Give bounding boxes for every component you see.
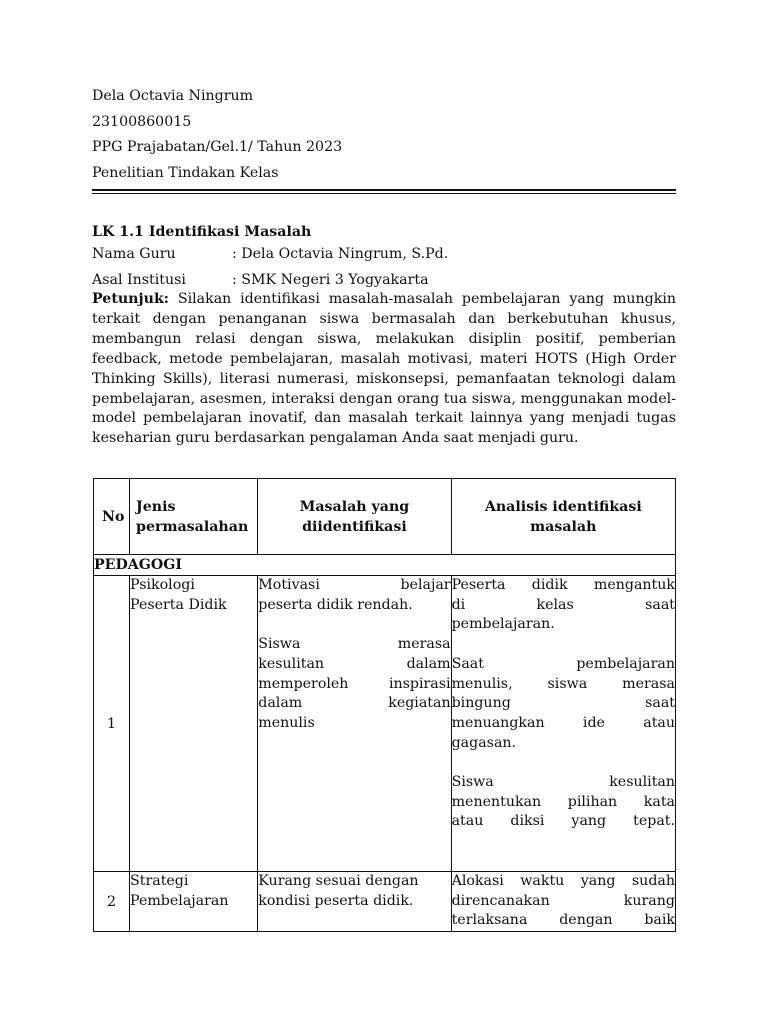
instructions-paragraph: [92, 290, 676, 449]
instructions-label: Petunjuk:: [92, 291, 170, 307]
institution-value: : SMK Negeri 3 Yogyakarta: [232, 272, 429, 288]
teacher-name-field: [92, 244, 676, 264]
header-masalah: Masalah yang diidentifikasi: [258, 479, 451, 555]
header-jenis: Jenis permasalahan: [130, 479, 258, 555]
analisis-cell: Alokasi waktu yang sudah direncanakan kurang terlaksana dengan baik: [451, 872, 675, 932]
jenis-cell: Strategi Pembelajaran: [130, 872, 258, 932]
section-row: [94, 555, 676, 576]
section-pedagogi: PEDAGOGI: [94, 555, 676, 576]
program-name: PPG Prajabatan/Gel.1/ Tahun 2023: [92, 139, 343, 155]
row-number: 1: [94, 576, 130, 872]
student-id: 23100860015: [92, 113, 192, 130]
teacher-name-value: : Dela Octavia Ningrum, S.Pd.: [232, 246, 449, 262]
header-no: No: [94, 479, 130, 555]
header-analisis: Analisis identifikasi masalah: [451, 479, 675, 555]
row-number: 2: [94, 872, 130, 932]
analisis-cell: Peserta didik mengantuk di kelas saat pembelajaran. Saat pembelajaran menulis, siswa merasa bingung saat menuangkan ide atau gagasan. Siswa kesulitan menentukan pilihan kata atau diksi yang tepat.: [451, 576, 675, 872]
student-name: Dela Octavia Ningrum: [92, 88, 254, 104]
table-header-row: [94, 479, 676, 555]
header-rule-thick: [92, 189, 676, 191]
table-row: [94, 872, 676, 932]
course-name: Penelitian Tindakan Kelas: [92, 164, 279, 181]
header-rule-thin: [92, 193, 676, 194]
teacher-name-label: Nama Guru: [92, 246, 176, 262]
document-page: [92, 84, 676, 449]
institution-field: [92, 270, 676, 290]
jenis-cell: Psikologi Peserta Didik: [130, 576, 258, 872]
table-row: [94, 576, 676, 872]
problem-identification-table: [93, 478, 676, 932]
institution-label: Asal Institusi: [92, 272, 186, 288]
masalah-cell: Kurang sesuai dengan kondisi peserta didik.: [258, 872, 451, 932]
instructions-text: Silakan identifikasi masalah-masalah pembelajaran yang mungkin terkait dengan penanganan siswa bermasalah dan berkebutuhan khusus, membangun relasi dengan siswa, melakukan disiplin positif, pemberian feedback, metode pembelajaran, masalah motivasi, materi HOTS (High Order Thinking Skills), literasi numerasi, miskonsepsi, pemanfaatan teknologi dalam pembelajaran, asesmen, interaksi dengan orang tua siswa, menggunakan model-model pembelajaran inovatif, dan masalah terkait lainnya yang menjadi tugas keseharian guru berdasarkan pengalaman Anda saat menjadi guru.: [92, 291, 676, 447]
worksheet-title: LK 1.1 Identifikasi Masalah: [92, 224, 312, 240]
masalah-cell: Motivasi belajar peserta didik rendah. Siswa merasa kesulitan dalam memperoleh inspirasi dalam kegiatan menulis: [258, 576, 451, 872]
